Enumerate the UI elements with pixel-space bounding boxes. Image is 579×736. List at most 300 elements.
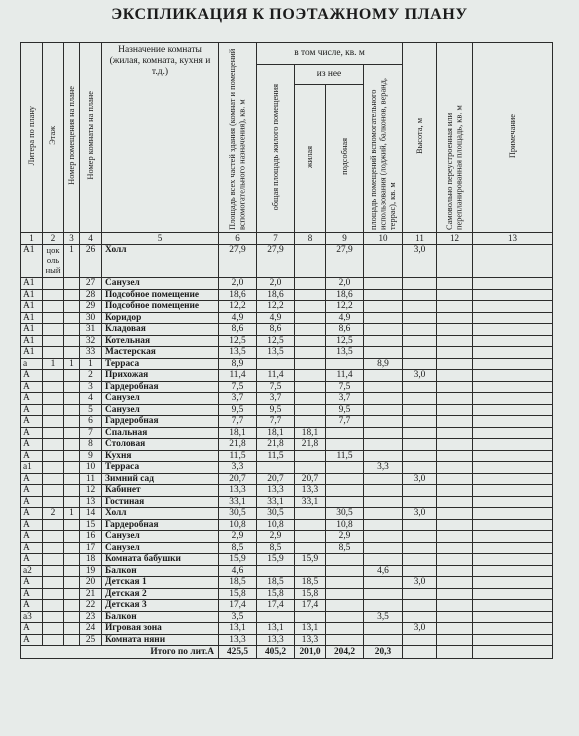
area-total-cell: 18,1 bbox=[219, 427, 257, 439]
living-total-cell: 13,5 bbox=[257, 347, 295, 359]
room-no-cell: 27 bbox=[80, 278, 102, 290]
premise-no-cell bbox=[64, 634, 80, 646]
area-total-cell: 7,5 bbox=[219, 381, 257, 393]
living-cell bbox=[295, 611, 326, 623]
living-cell: 15,9 bbox=[295, 554, 326, 566]
auxiliary-cell bbox=[326, 588, 364, 600]
premise-no-cell bbox=[64, 370, 80, 382]
auxiliary-cell: 9,5 bbox=[326, 404, 364, 416]
floor-cell bbox=[43, 324, 64, 336]
table-row bbox=[21, 312, 553, 324]
table-row bbox=[21, 324, 553, 336]
unauthorized-cell bbox=[437, 324, 473, 336]
table-row bbox=[21, 623, 553, 635]
table-row bbox=[21, 588, 553, 600]
room-no-cell: 5 bbox=[80, 404, 102, 416]
height-cell bbox=[403, 278, 437, 290]
height-cell bbox=[403, 427, 437, 439]
area-total-cell: 15,9 bbox=[219, 554, 257, 566]
auxiliary-cell: 8,5 bbox=[326, 542, 364, 554]
area-total-cell: 8,9 bbox=[219, 358, 257, 370]
room-name-cell: Комната бабушки bbox=[102, 554, 219, 566]
living-total-cell bbox=[257, 358, 295, 370]
floor-cell bbox=[43, 611, 64, 623]
aux-premises-cell bbox=[364, 416, 403, 428]
floor-cell bbox=[43, 485, 64, 497]
floor-cell bbox=[43, 393, 64, 405]
room-no-cell: 24 bbox=[80, 623, 102, 635]
note-cell bbox=[473, 623, 553, 635]
room-name-cell: Кладовая bbox=[102, 324, 219, 336]
aux-premises-cell bbox=[364, 485, 403, 497]
room-name-cell: Котельная bbox=[102, 335, 219, 347]
note-cell bbox=[473, 450, 553, 462]
room-no-cell: 6 bbox=[80, 416, 102, 428]
table-row bbox=[21, 531, 553, 543]
note-cell bbox=[473, 358, 553, 370]
floor-cell bbox=[43, 519, 64, 531]
auxiliary-cell bbox=[326, 634, 364, 646]
aux-premises-cell bbox=[364, 623, 403, 635]
aux-premises-cell bbox=[364, 393, 403, 405]
room-no-cell: 11 bbox=[80, 473, 102, 485]
premise-no-cell bbox=[64, 404, 80, 416]
table-row bbox=[21, 289, 553, 301]
auxiliary-cell bbox=[326, 496, 364, 508]
total-living-total-cell: 405,2 bbox=[257, 646, 295, 659]
living-total-cell: 11,5 bbox=[257, 450, 295, 462]
aux-premises-cell bbox=[364, 427, 403, 439]
room-name-cell: Подсобное помещение bbox=[102, 289, 219, 301]
unauthorized-cell bbox=[437, 473, 473, 485]
living-total-cell: 18,6 bbox=[257, 289, 295, 301]
header-area-total: Площадь всех частей здания (комнат и помещений вспомогательного назначения), кв. м bbox=[219, 43, 257, 233]
unauthorized-cell bbox=[437, 508, 473, 520]
table-row bbox=[21, 335, 553, 347]
column-number: 1 bbox=[21, 233, 43, 245]
column-number: 3 bbox=[64, 233, 80, 245]
room-name-cell: Кабинет bbox=[102, 485, 219, 497]
living-total-cell: 18,1 bbox=[257, 427, 295, 439]
auxiliary-cell bbox=[326, 611, 364, 623]
height-cell bbox=[403, 462, 437, 474]
living-total-cell: 12,2 bbox=[257, 301, 295, 313]
note-cell bbox=[473, 462, 553, 474]
auxiliary-cell: 3,7 bbox=[326, 393, 364, 405]
living-cell: 15,8 bbox=[295, 588, 326, 600]
room-no-cell: 32 bbox=[80, 335, 102, 347]
premise-no-cell bbox=[64, 462, 80, 474]
table-row bbox=[21, 611, 553, 623]
room-no-cell: 13 bbox=[80, 496, 102, 508]
premise-no-cell bbox=[64, 312, 80, 324]
room-name-cell: Санузел bbox=[102, 404, 219, 416]
note-cell bbox=[473, 577, 553, 589]
area-total-cell: 13,3 bbox=[219, 634, 257, 646]
area-total-cell: 11,5 bbox=[219, 450, 257, 462]
auxiliary-cell: 11,5 bbox=[326, 450, 364, 462]
room-no-cell: 2 bbox=[80, 370, 102, 382]
living-total-cell: 15,9 bbox=[257, 554, 295, 566]
living-total-cell bbox=[257, 565, 295, 577]
column-number: 7 bbox=[257, 233, 295, 245]
premise-no-cell bbox=[64, 278, 80, 290]
floor-cell bbox=[43, 634, 64, 646]
floor-cell bbox=[43, 312, 64, 324]
room-name-cell: Гардеробная bbox=[102, 416, 219, 428]
living-cell bbox=[295, 245, 326, 278]
table-row bbox=[21, 347, 553, 359]
unauthorized-cell bbox=[437, 565, 473, 577]
explication-table bbox=[20, 42, 553, 659]
living-cell: 33,1 bbox=[295, 496, 326, 508]
floor-cell bbox=[43, 335, 64, 347]
living-cell: 13,3 bbox=[295, 485, 326, 497]
room-name-cell: Санузел bbox=[102, 542, 219, 554]
height-cell bbox=[403, 347, 437, 359]
unauthorized-cell bbox=[437, 554, 473, 566]
aux-premises-cell bbox=[364, 278, 403, 290]
note-cell bbox=[473, 289, 553, 301]
note-cell bbox=[473, 634, 553, 646]
room-name-cell: Подсобное помещение bbox=[102, 301, 219, 313]
room-name-cell: Прихожая bbox=[102, 370, 219, 382]
area-total-cell: 33,1 bbox=[219, 496, 257, 508]
litera-cell: А bbox=[21, 370, 43, 382]
litera-cell: А bbox=[21, 588, 43, 600]
note-cell bbox=[473, 588, 553, 600]
height-cell bbox=[403, 381, 437, 393]
living-total-cell: 27,9 bbox=[257, 245, 295, 278]
litera-cell: А bbox=[21, 473, 43, 485]
column-number: 11 bbox=[403, 233, 437, 245]
room-no-cell: 14 bbox=[80, 508, 102, 520]
column-number: 6 bbox=[219, 233, 257, 245]
aux-premises-cell: 4,6 bbox=[364, 565, 403, 577]
floor-cell bbox=[43, 554, 64, 566]
litera-cell: А bbox=[21, 554, 43, 566]
unauthorized-cell bbox=[437, 381, 473, 393]
premise-no-cell bbox=[64, 427, 80, 439]
height-cell bbox=[403, 416, 437, 428]
room-name-cell: Мастерская bbox=[102, 347, 219, 359]
living-cell bbox=[295, 404, 326, 416]
note-cell bbox=[473, 381, 553, 393]
total-aux-premises-cell: 20,3 bbox=[364, 646, 403, 659]
aux-premises-cell bbox=[364, 542, 403, 554]
table-row bbox=[21, 301, 553, 313]
room-name-cell: Гардеробная bbox=[102, 519, 219, 531]
premise-no-cell: 1 bbox=[64, 358, 80, 370]
header-litera: Литера по плану bbox=[21, 43, 43, 233]
living-cell bbox=[295, 416, 326, 428]
unauthorized-cell bbox=[437, 634, 473, 646]
auxiliary-cell: 2,9 bbox=[326, 531, 364, 543]
column-number-row bbox=[21, 233, 553, 245]
premise-no-cell bbox=[64, 577, 80, 589]
auxiliary-cell bbox=[326, 600, 364, 612]
header-unauthorized: Самовольно переустроенная или перепланированная площадь, кв. м bbox=[437, 43, 473, 233]
premise-no-cell bbox=[64, 439, 80, 451]
note-cell bbox=[473, 519, 553, 531]
aux-premises-cell bbox=[364, 508, 403, 520]
note-cell bbox=[473, 245, 553, 278]
height-cell: 3,0 bbox=[403, 577, 437, 589]
litera-cell: А1 bbox=[21, 289, 43, 301]
living-cell bbox=[295, 381, 326, 393]
table-row bbox=[21, 554, 553, 566]
aux-premises-cell bbox=[364, 301, 403, 313]
table-row bbox=[21, 634, 553, 646]
note-cell bbox=[473, 600, 553, 612]
header-height: Высота, м bbox=[403, 43, 437, 233]
height-cell bbox=[403, 519, 437, 531]
room-no-cell: 10 bbox=[80, 462, 102, 474]
aux-premises-cell: 3,3 bbox=[364, 462, 403, 474]
unauthorized-cell bbox=[437, 577, 473, 589]
litera-cell: а bbox=[21, 358, 43, 370]
room-name-cell: Терраса bbox=[102, 462, 219, 474]
area-total-cell: 7,7 bbox=[219, 416, 257, 428]
premise-no-cell bbox=[64, 289, 80, 301]
floor-cell bbox=[43, 404, 64, 416]
auxiliary-cell: 10,8 bbox=[326, 519, 364, 531]
auxiliary-cell bbox=[326, 462, 364, 474]
column-number: 10 bbox=[364, 233, 403, 245]
aux-premises-cell bbox=[364, 335, 403, 347]
column-number: 4 bbox=[80, 233, 102, 245]
column-number: 8 bbox=[295, 233, 326, 245]
unauthorized-cell bbox=[437, 611, 473, 623]
litera-cell: А bbox=[21, 450, 43, 462]
unauthorized-cell bbox=[437, 588, 473, 600]
table-row bbox=[21, 278, 553, 290]
height-cell bbox=[403, 450, 437, 462]
column-number: 12 bbox=[437, 233, 473, 245]
living-total-cell: 33,1 bbox=[257, 496, 295, 508]
aux-premises-cell: 8,9 bbox=[364, 358, 403, 370]
premise-no-cell bbox=[64, 611, 80, 623]
premise-no-cell bbox=[64, 335, 80, 347]
litera-cell: А bbox=[21, 508, 43, 520]
litera-cell: А1 bbox=[21, 335, 43, 347]
living-total-cell: 20,7 bbox=[257, 473, 295, 485]
area-total-cell: 11,4 bbox=[219, 370, 257, 382]
unauthorized-cell bbox=[437, 462, 473, 474]
floor-cell bbox=[43, 473, 64, 485]
room-no-cell: 30 bbox=[80, 312, 102, 324]
area-total-cell: 13,3 bbox=[219, 485, 257, 497]
height-cell bbox=[403, 542, 437, 554]
living-total-cell: 30,5 bbox=[257, 508, 295, 520]
unauthorized-cell bbox=[437, 416, 473, 428]
living-cell bbox=[295, 542, 326, 554]
room-name-cell: Детская 1 bbox=[102, 577, 219, 589]
floor-cell: 2 bbox=[43, 508, 64, 520]
premise-no-cell bbox=[64, 473, 80, 485]
note-cell bbox=[473, 347, 553, 359]
room-name-cell: Санузел bbox=[102, 531, 219, 543]
living-total-cell: 10,8 bbox=[257, 519, 295, 531]
room-no-cell: 26 bbox=[80, 245, 102, 278]
living-total-cell: 18,5 bbox=[257, 577, 295, 589]
auxiliary-cell: 18,6 bbox=[326, 289, 364, 301]
living-cell: 13,1 bbox=[295, 623, 326, 635]
room-no-cell: 8 bbox=[80, 439, 102, 451]
height-cell bbox=[403, 393, 437, 405]
living-total-cell bbox=[257, 462, 295, 474]
height-cell bbox=[403, 485, 437, 497]
floor-cell bbox=[43, 381, 64, 393]
premise-no-cell bbox=[64, 485, 80, 497]
aux-premises-cell bbox=[364, 473, 403, 485]
premise-no-cell bbox=[64, 347, 80, 359]
auxiliary-cell: 11,4 bbox=[326, 370, 364, 382]
column-number: 5 bbox=[102, 233, 219, 245]
living-cell: 20,7 bbox=[295, 473, 326, 485]
living-total-cell: 2,9 bbox=[257, 531, 295, 543]
aux-premises-cell bbox=[364, 588, 403, 600]
living-cell: 18,1 bbox=[295, 427, 326, 439]
floor-cell bbox=[43, 427, 64, 439]
area-total-cell: 3,5 bbox=[219, 611, 257, 623]
area-total-cell: 3,7 bbox=[219, 393, 257, 405]
floor-cell: цок оль ный bbox=[43, 245, 64, 278]
area-total-cell: 15,8 bbox=[219, 588, 257, 600]
aux-premises-cell bbox=[364, 519, 403, 531]
aux-premises-cell: 3,5 bbox=[364, 611, 403, 623]
aux-premises-cell bbox=[364, 312, 403, 324]
litera-cell: А bbox=[21, 393, 43, 405]
room-no-cell: 17 bbox=[80, 542, 102, 554]
total-unauthorized-cell bbox=[437, 646, 473, 659]
litera-cell: А1 bbox=[21, 324, 43, 336]
unauthorized-cell bbox=[437, 450, 473, 462]
note-cell bbox=[473, 312, 553, 324]
aux-premises-cell bbox=[364, 324, 403, 336]
floor-cell bbox=[43, 301, 64, 313]
table-row bbox=[21, 485, 553, 497]
litera-cell: А bbox=[21, 485, 43, 497]
room-name-cell: Холл bbox=[102, 245, 219, 278]
height-cell bbox=[403, 312, 437, 324]
floor-cell bbox=[43, 450, 64, 462]
room-name-cell: Санузел bbox=[102, 393, 219, 405]
premise-no-cell bbox=[64, 519, 80, 531]
table-row bbox=[21, 473, 553, 485]
area-total-cell: 17,4 bbox=[219, 600, 257, 612]
auxiliary-cell bbox=[326, 565, 364, 577]
auxiliary-cell: 2,0 bbox=[326, 278, 364, 290]
room-no-cell: 28 bbox=[80, 289, 102, 301]
room-name-cell: Игровая зона bbox=[102, 623, 219, 635]
table-body bbox=[21, 245, 553, 659]
room-no-cell: 9 bbox=[80, 450, 102, 462]
room-name-cell: Санузел bbox=[102, 278, 219, 290]
header-premise-no: Номер помещения на плане bbox=[64, 43, 80, 233]
table-row bbox=[21, 519, 553, 531]
height-cell: 3,0 bbox=[403, 473, 437, 485]
table-row bbox=[21, 358, 553, 370]
table-row bbox=[21, 393, 553, 405]
table-row bbox=[21, 245, 553, 278]
premise-no-cell bbox=[64, 531, 80, 543]
living-total-cell: 2,0 bbox=[257, 278, 295, 290]
living-total-cell: 15,8 bbox=[257, 588, 295, 600]
litera-cell: а2 bbox=[21, 565, 43, 577]
living-total-cell: 7,7 bbox=[257, 416, 295, 428]
floor-cell: 1 bbox=[43, 358, 64, 370]
room-no-cell: 23 bbox=[80, 611, 102, 623]
auxiliary-cell: 7,7 bbox=[326, 416, 364, 428]
living-cell bbox=[295, 565, 326, 577]
unauthorized-cell bbox=[437, 245, 473, 278]
floor-cell bbox=[43, 577, 64, 589]
auxiliary-cell: 13,5 bbox=[326, 347, 364, 359]
table-row bbox=[21, 439, 553, 451]
litera-cell: А1 bbox=[21, 347, 43, 359]
premise-no-cell bbox=[64, 381, 80, 393]
room-name-cell: Столовая bbox=[102, 439, 219, 451]
column-number: 2 bbox=[43, 233, 64, 245]
area-total-cell: 20,7 bbox=[219, 473, 257, 485]
room-no-cell: 7 bbox=[80, 427, 102, 439]
room-no-cell: 18 bbox=[80, 554, 102, 566]
aux-premises-cell bbox=[364, 347, 403, 359]
height-cell bbox=[403, 554, 437, 566]
living-cell bbox=[295, 531, 326, 543]
unauthorized-cell bbox=[437, 439, 473, 451]
litera-cell: А1 bbox=[21, 301, 43, 313]
premise-no-cell bbox=[64, 623, 80, 635]
floor-cell bbox=[43, 289, 64, 301]
living-cell: 17,4 bbox=[295, 600, 326, 612]
litera-cell: А bbox=[21, 381, 43, 393]
total-area-total-cell: 425,5 bbox=[219, 646, 257, 659]
table-row bbox=[21, 565, 553, 577]
note-cell bbox=[473, 473, 553, 485]
table-row bbox=[21, 542, 553, 554]
height-cell bbox=[403, 324, 437, 336]
unauthorized-cell bbox=[437, 289, 473, 301]
litera-cell: А1 bbox=[21, 245, 43, 278]
floor-cell bbox=[43, 542, 64, 554]
litera-cell: А bbox=[21, 634, 43, 646]
table-row bbox=[21, 427, 553, 439]
premise-no-cell bbox=[64, 496, 80, 508]
floor-cell bbox=[43, 439, 64, 451]
living-cell bbox=[295, 462, 326, 474]
height-cell: 3,0 bbox=[403, 370, 437, 382]
room-no-cell: 25 bbox=[80, 634, 102, 646]
room-name-cell: Терраса bbox=[102, 358, 219, 370]
litera-cell: А1 bbox=[21, 312, 43, 324]
auxiliary-cell: 7,5 bbox=[326, 381, 364, 393]
height-cell bbox=[403, 301, 437, 313]
note-cell bbox=[473, 508, 553, 520]
table-row bbox=[21, 600, 553, 612]
room-no-cell: 12 bbox=[80, 485, 102, 497]
living-cell: 18,5 bbox=[295, 577, 326, 589]
aux-premises-cell bbox=[364, 381, 403, 393]
auxiliary-cell: 8,6 bbox=[326, 324, 364, 336]
area-total-cell: 4,9 bbox=[219, 312, 257, 324]
living-cell bbox=[295, 278, 326, 290]
premise-no-cell bbox=[64, 600, 80, 612]
height-cell bbox=[403, 439, 437, 451]
area-total-cell: 10,8 bbox=[219, 519, 257, 531]
floor-cell bbox=[43, 347, 64, 359]
